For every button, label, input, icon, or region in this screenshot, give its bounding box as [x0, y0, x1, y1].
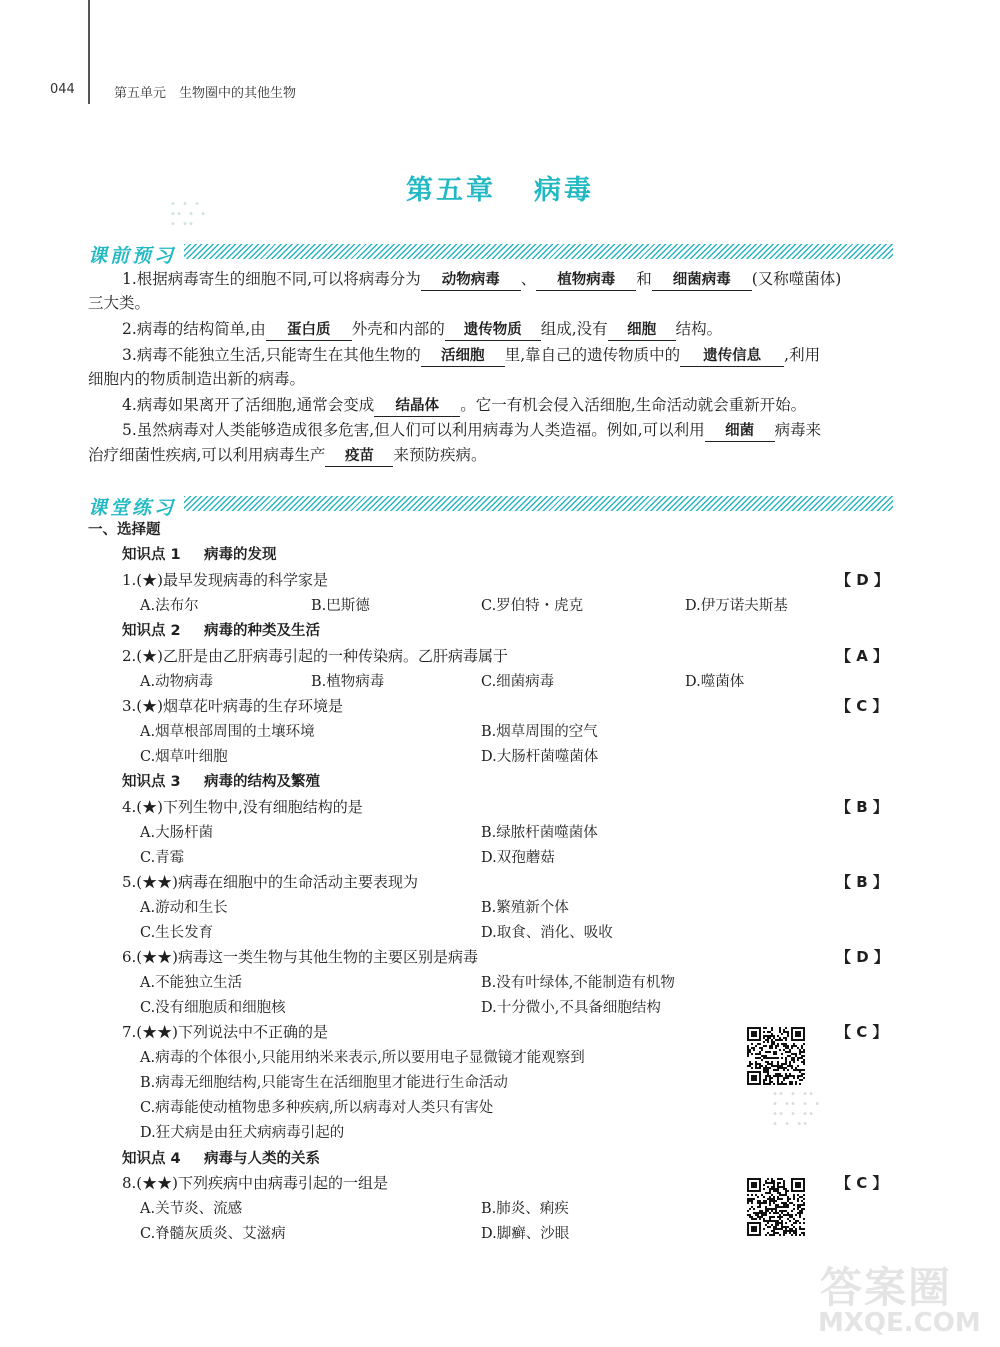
preview-section-header [88, 241, 893, 267]
question-6-answer: 【 D 】 [836, 948, 889, 966]
qr-code-icon[interactable] [747, 1178, 805, 1236]
question-7-stem: 7.(★★)下列说法中不正确的是 [122, 1023, 329, 1041]
practice-section-title: 课堂练习 [88, 497, 177, 519]
question-4-stem: 4.(★)下列生物中,没有细胞结构的是 [122, 798, 363, 816]
question-4-option-a: A.大肠杆菌 [140, 825, 214, 841]
chapter-number: 第五章 [406, 175, 496, 206]
question-3-answer: 【 C 】 [836, 697, 888, 715]
question-2-option-b: B.植物病毒 [311, 674, 385, 690]
question-2-answer: 【 A 】 [836, 647, 889, 665]
watermark-logo: 答案圈 [820, 1263, 953, 1312]
question-3-option-d: D.大肠杆菌噬菌体 [481, 749, 599, 765]
section-stripe [184, 496, 893, 511]
knowledge-point-4: 知识点 4 病毒与人类的关系 [122, 1151, 320, 1167]
question-6-option-b: B.没有叶绿体,不能制造有机物 [481, 975, 675, 991]
answer-blank: 动物病毒 [421, 270, 521, 291]
question-2-stem: 2.(★)乙肝是由乙肝病毒引起的一种传染病。乙肝病毒属于 [122, 647, 509, 665]
question-8-answer: 【 C 】 [836, 1174, 888, 1192]
answer-blank: 遗传物质 [445, 320, 541, 341]
question-8-option-b: B.肺炎、痢疾 [481, 1201, 569, 1217]
question-8-option-a: A.关节炎、流感 [140, 1201, 243, 1217]
decorative-dots: ∙ ∙ ∙ ∙∙ ∙ ∙ ∙ ∙∙ [170, 199, 207, 230]
page-number: 044 [50, 82, 75, 97]
preview-q5: 5.虽然病毒对人类能够造成很多危害,但人们可以利用病毒为人类造福。例如,可以利用 细菌 病毒来 [122, 418, 821, 442]
preview-q5-cont: 治疗细菌性疾病,可以利用病毒生产 疫苗 来预防疾病。 [88, 443, 486, 467]
answer-blank: 活细胞 [421, 346, 505, 367]
question-5-option-d: D.取食、消化、吸收 [481, 925, 613, 941]
question-8-option-d: D.脚癣、沙眼 [481, 1226, 570, 1242]
question-3-option-a: A.烟草根部周围的土壤环境 [140, 724, 315, 740]
question-6-stem: 6.(★★)病毒这一类生物与其他生物的主要区别是病毒 [122, 948, 479, 966]
question-1-option-c: C.罗伯特・虎克 [481, 598, 584, 614]
answer-blank: 细菌 [705, 421, 775, 442]
answer-blank: 疫苗 [325, 446, 393, 467]
question-3-option-b: B.烟草周围的空气 [481, 724, 598, 740]
question-6-option-d: D.十分微小,不具备细胞结构 [481, 1000, 661, 1016]
preview-q3-cont: 细胞内的物质制造出新的病毒。 [88, 370, 306, 388]
question-4-option-c: C.青霉 [140, 850, 185, 866]
preview-q3: 3.病毒不能独立生活,只能寄生在其他生物的 活细胞 里,靠自己的遗传物质中的 遗传信息 ,利用 [122, 343, 820, 367]
knowledge-point-1: 知识点 1 病毒的发现 [122, 547, 277, 563]
unit-title: 第五单元 生物圈中的其他生物 [114, 86, 297, 101]
question-5-option-c: C.生长发育 [140, 925, 214, 941]
question-1-answer: 【 D 】 [836, 571, 889, 589]
knowledge-point-2: 知识点 2 病毒的种类及生活 [122, 623, 320, 639]
preview-q1: 1.根据病毒寄生的细胞不同,可以将病毒分为 动物病毒 、 植物病毒 和 细菌病毒 (又称噬菌体) [122, 267, 841, 291]
question-7-option-b: B.病毒无细胞结构,只能寄生在活细胞里才能进行生命活动 [140, 1075, 508, 1091]
question-7-option-d: D.狂犬病是由狂犬病病毒引起的 [140, 1125, 345, 1141]
question-6-option-a: A.不能独立生活 [140, 975, 243, 991]
chapter-name: 病毒 [534, 175, 594, 206]
question-5-option-b: B.繁殖新个体 [481, 900, 569, 916]
question-type-heading: 一、选择题 [88, 522, 161, 538]
question-5-option-a: A.游动和生长 [140, 900, 228, 916]
question-2-option-c: C.细菌病毒 [481, 674, 555, 690]
section-stripe [184, 244, 893, 259]
question-6-option-c: C.没有细胞质和细胞核 [140, 1000, 286, 1016]
preview-q2: 2.病毒的结构简单,由 蛋白质 外壳和内部的 遗传物质 组成,没有 细胞 结构。 [122, 317, 722, 341]
question-1-stem: 1.(★)最早发现病毒的科学家是 [122, 571, 329, 589]
question-2-option-a: A.动物病毒 [140, 674, 214, 690]
question-4-option-d: D.双孢蘑菇 [481, 850, 555, 866]
question-3-stem: 3.(★)烟草花叶病毒的生存环境是 [122, 697, 344, 715]
question-8-option-c: C.脊髓灰质炎、艾滋病 [140, 1226, 286, 1242]
question-2-option-d: D.噬菌体 [685, 674, 745, 690]
preview-q4: 4.病毒如果离开了活细胞,通常会变成 结晶体 。它一有机会侵入活细胞,生命活动就会重新开始。 [122, 393, 806, 417]
question-3-option-c: C.烟草叶细胞 [140, 749, 228, 765]
header-divider-line [88, 0, 90, 104]
answer-blank: 蛋白质 [266, 320, 352, 341]
question-8-stem: 8.(★★)下列疾病中由病毒引起的一组是 [122, 1174, 389, 1192]
answer-blank: 结晶体 [374, 396, 460, 417]
question-4-answer: 【 B 】 [836, 798, 888, 816]
question-1-option-b: B.巴斯德 [311, 598, 370, 614]
question-4-option-b: B.绿脓杆菌噬菌体 [481, 825, 598, 841]
question-5-stem: 5.(★★)病毒在细胞中的生命活动主要表现为 [122, 873, 419, 891]
answer-blank: 遗传信息 [680, 346, 784, 367]
decorative-dots: ∙∙ ∙ ∙∙ ∙ ∙∙ ∙ ∙ ∙∙ ∙ ∙∙ ∙ ∙ ∙∙ [772, 1089, 821, 1130]
question-1-option-a: A.法布尔 [140, 598, 199, 614]
question-1-option-d: D.伊万诺夫斯基 [685, 598, 788, 614]
question-7-answer: 【 C 】 [836, 1023, 888, 1041]
question-7-option-a: A.病毒的个体很小,只能用纳米来表示,所以要用电子显微镜才能观察到 [140, 1050, 585, 1066]
question-7-option-c: C.病毒能使动植物患多种疾病,所以病毒对人类只有害处 [140, 1100, 494, 1116]
preview-section-title: 课前预习 [88, 245, 177, 267]
answer-blank: 植物病毒 [536, 270, 636, 291]
answer-blank: 细菌病毒 [652, 270, 752, 291]
chapter-title [0, 168, 1000, 207]
answer-blank: 细胞 [608, 320, 676, 341]
question-5-answer: 【 B 】 [836, 873, 888, 891]
watermark-url: MXQE.COM [818, 1308, 981, 1338]
practice-section-header [88, 493, 893, 519]
knowledge-point-3: 知识点 3 病毒的结构及繁殖 [122, 774, 320, 790]
qr-code-icon[interactable] [747, 1027, 805, 1085]
preview-q1-cont: 三大类。 [88, 294, 151, 312]
